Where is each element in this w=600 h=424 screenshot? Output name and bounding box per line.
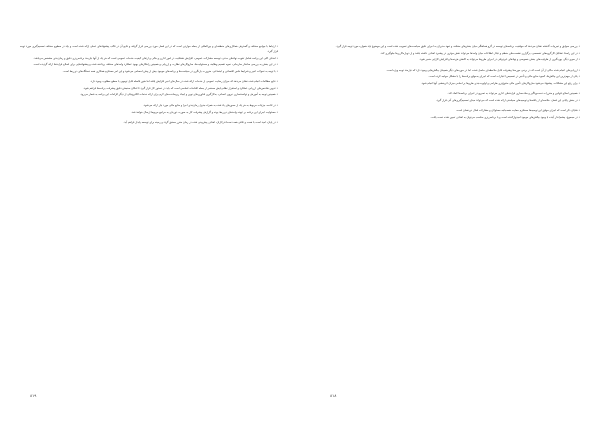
- paragraph: • در این راستا، تشکیل کارگروه‌های تخصصی، برگزاری نشست‌های منظم و تبادل اطلاعات میان واحدها می‌تواند نقش مؤثری در پیشبرد اهداف داشته باشد و از دوباره‌کاری‌ها جلوگیری کند.: [380, 51, 580, 55]
- right-page: [300, 0, 600, 424]
- paragraph: • در ادامه، جزئیات مربوط به هر یک از محورهای یاد شده به همراه جدول زمان‌بندی اجرا و منابع مالی مورد نیاز ارائه می‌شود.: [143, 103, 278, 107]
- paragraph: • بررسی سوابق و تجربیات گذشته نشان می‌دهد که موفقیت برنامه‌های توسعه در گرو هماهنگی میان بخش‌های مختلف و تعهد مدیران به اجرای دقیق سیاست‌های تصویب شده است و این موضوع باید همواره مورد توجه قرار گیرد.: [335, 45, 580, 48]
- paragraph: • مسئولیت اجرای این برنامه بر عهده واحدهای ذی‌ربط بوده و گزارش پیشرفت کار به صورت دوره‌ای به مراجع مربوط ارسال خواهد شد.: [131, 110, 278, 114]
- page-number: ٨١٨: [330, 393, 337, 398]
- left-page-text: [20, 44, 278, 127]
- right-page-text: [322, 44, 580, 121]
- paragraph: • ارزیابی‌های انجام شده حاکی از آن است که در برخی حوزه‌ها پیشرفت قابل ملاحظه‌ای حاصل شده، اما در حوزه‌های دیگر همچنان چالش‌هایی وجود دارد که نیازمند توجه ویژه است.: [386, 68, 580, 72]
- page-number: ٨١٩: [30, 393, 37, 398]
- paragraph: • نتایج مطالعات انجام شده نشان می‌دهد که میزان رضایت عمومی از خدمات ارائه شده در سال‌های اخیر افزایش یافته اما هنوز فاصله قابل توجهی با سطح مطلوب وجود دارد.: [90, 80, 278, 84]
- paragraph: • برای رفع این مشکلات، پیشنهاد می‌شود سازوکارهای تأمین مالی متنوع‌تری طراحی و اولویت‌بندی طرح‌ها بر اساس میزان اثربخشی آنها انجام شود.: [421, 81, 580, 85]
- paragraph: • ارتباط با جوامع مختلف و گسترش همکاری‌های منطقه‌ای و بین‌المللی از جمله مواردی است که در این فصل مورد بررسی قرار گرفته و نتایج آن در قالب پیشنهادهای عملی ارائه شده است و باید در سطوح مختلف تصمیم‌گیری مورد توجه قرار گیرد.: [20, 45, 278, 54]
- paragraph: • تدوین شاخص‌های ارزیابی عملکرد و استقرار نظام پایش مستمر از جمله اقدامات اساسی است که باید در دستور کار قرار گیرد تا امکان سنجش دقیق پیشرفت برنامه‌ها فراهم شود.: [83, 86, 278, 90]
- paragraph: • در این بخش به بررسی ساختار سازمانی، نحوه تقسیم وظایف و مسئولیت‌ها، سازوکارهای نظارت و ارزیابی و همچنین راهکارهای بهبود عملکرد واحدهای مختلف پرداخته شده و پیشنهادهایی برای اصلاح فرایندها ارائه گردیده است.: [33, 63, 278, 67]
- paragraph: • همچنین توجه به آموزش و توانمندسازی نیروی انسانی، به‌کارگیری فناوری‌های نوین و ایجاد زیرساخت‌های لازم برای ارائه خدمات الکترونیکی از دیگر الزامات این برنامه به شمار می‌رود.: [79, 93, 278, 97]
- paragraph: • از سوی دیگر، بهره‌گیری از ظرفیت‌های بخش خصوصی و نهادهای غیردولتی در اجرای طرح‌ها می‌تواند به کاهش هزینه‌ها و افزایش کارایی منجر شود.: [419, 58, 580, 62]
- paragraph: • همچنین اصلاح قوانین و مقررات دست‌وپاگیر و ساده‌سازی فرایندهای اداری می‌تواند به تسریع در اجرای برنامه‌ها کمک کند.: [447, 92, 580, 96]
- paragraph: • در مجموع، چشم‌انداز آینده با وجود چالش‌های موجود امیدوارکننده است و با برنامه‌ریزی مناسب می‌توان به اهداف تعیین شده دست یافت.: [430, 115, 580, 119]
- paragraph: • اهداف کلی این برنامه شامل تقویت نهادهای مدنی، توسعه مشارکت عمومی، افزایش شفافیت در امور اداری و مالی و ارتقای کیفیت خدمات عمومی است که هر یک از آنها نیازمند برنامه‌ریزی دقیق و زمان‌بندی مشخص می‌باشد.: [33, 56, 278, 60]
- paragraph: • یکی از مهم‌ترین این چالش‌ها، کمبود منابع مالی و تأخیر در تخصیص اعتبارات است که اجرای به‌موقع برنامه‌ها را با مشکل مواجه کرده است.: [428, 75, 580, 79]
- paragraph: • در پایان، امید است با همت و تلاش همه دست‌اندرکاران، اهداف پیش‌بینی شده در زمان مقرر محقق گردد و زمینه برای توسعه پایدار فراهم آید.: [123, 121, 278, 125]
- paragraph: • شایان ذکر است که اجرای موفق این توصیه‌ها مستلزم حمایت همه‌جانبه مسئولان و مشارکت فعال ذی‌نفعان است.: [455, 109, 580, 113]
- paragraph: • با توجه به تحولات اخیر و شرایط خاص اقتصادی و اجتماعی، ضرورت بازنگری در سیاست‌ها و برنامه‌های موجود بیش از پیش احساس می‌شود و این امر مستلزم همکاری همه دستگاه‌های ذی‌ربط است.: [62, 69, 278, 73]
- paragraph: • در بخش پایانی این فصل، خلاصه‌ای از یافته‌ها و توصیه‌های سیاستی ارائه شده است که می‌تواند مبنای تصمیم‌گیری‌های آتی قرار گیرد.: [435, 98, 580, 102]
